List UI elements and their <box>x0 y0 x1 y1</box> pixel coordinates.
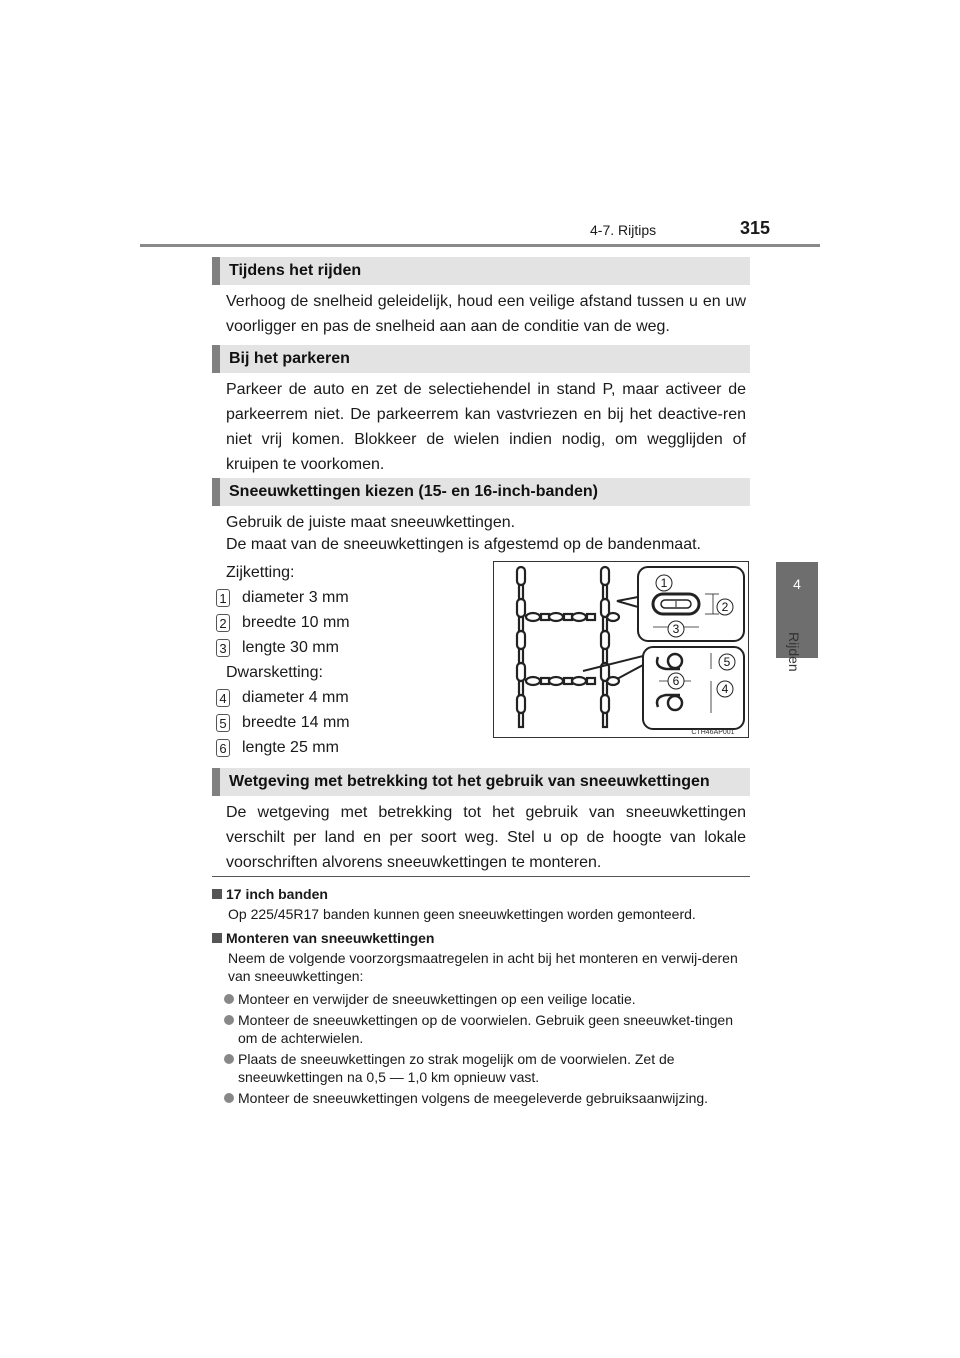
spec-number: 1 <box>216 589 230 607</box>
square-bullet-icon <box>212 889 222 899</box>
note-title-text: 17 inch banden <box>226 886 328 902</box>
bullet-icon <box>224 1093 234 1103</box>
callout-1: 1 <box>660 576 668 590</box>
spec-item <box>216 685 349 710</box>
bullet-icon <box>224 1015 234 1025</box>
chapter-tab-number: 4 <box>793 576 801 592</box>
chapter-tab-label: Rijden <box>786 632 802 672</box>
spec-text: breedte 10 mm <box>242 614 350 631</box>
callout-3: 3 <box>672 622 680 636</box>
note-title-text: Monteren van sneeuwkettingen <box>226 930 435 946</box>
spec-number: 3 <box>216 639 230 657</box>
callout-4: 4 <box>721 682 729 696</box>
section-heading-legislation: Wetgeving met betrekking tot het gebruik van sneeuwkettingen <box>212 768 750 796</box>
list-item-text: Monteer de sneeuwkettingen op de voorwielen. Gebruik geen sneeuwket-tingen om de achterwielen. <box>238 1012 733 1046</box>
section-text-driving: Verhoog de snelheid geleidelijk, houd een veilige afstand tussen u en uw voorligger en pas de snelheid aan aan de conditie van de weg. <box>226 293 746 335</box>
list-item-text: Monteer en verwijder de sneeuwkettingen op een veilige locatie. <box>238 991 636 1007</box>
cross-chain-label: Dwarsketting: <box>226 664 323 681</box>
spec-text: breedte 14 mm <box>242 714 350 731</box>
spec-item <box>216 710 350 735</box>
spec-text: lengte 30 mm <box>242 639 339 656</box>
note-text: Neem de volgende voorzorgsmaatregelen in acht bij het monteren en verwij-deren van sneeuwkettingen: <box>228 950 738 984</box>
callout-2: 2 <box>721 600 729 614</box>
section-text-parking: Parkeer de auto en zet de selectiehendel in stand P, maar activeer de parkeerrem niet. De parkeerrem kan vastvriezen en bij het deactive-ren niet vrij komen. Blokkeer de wielen indien nodig, om wegglijden of kruipen te voorkomen. <box>226 381 746 473</box>
note-text: Op 225/45R17 banden kunnen geen sneeuwkettingen worden gemonteerd. <box>228 906 696 922</box>
note-title <box>212 886 328 902</box>
header-rule <box>140 244 820 247</box>
spec-text: lengte 25 mm <box>242 739 339 756</box>
chains-line-1: Gebruik de juiste maat sneeuwkettingen. <box>226 514 516 531</box>
section-heading-parking: Bij het parkeren <box>212 345 750 373</box>
snow-chain-illustration <box>493 561 749 738</box>
list-item <box>224 990 750 1008</box>
spec-number: 2 <box>216 614 230 632</box>
figure-code: CTH46AP001 <box>691 729 735 736</box>
page-number: 315 <box>740 218 771 238</box>
spec-text: diameter 3 mm <box>242 589 349 606</box>
square-bullet-icon <box>212 933 222 943</box>
callout-6: 6 <box>672 674 680 688</box>
section-heading-chains: Sneeuwkettingen kiezen (15- en 16-inch-banden) <box>212 478 750 506</box>
note-title <box>212 930 434 946</box>
list-item-text: Plaats de sneeuwkettingen zo strak mogelijk om de voorwielen. Zet de sneeuwkettingen na 0,5 — 1,0 km opnieuw vast. <box>238 1051 675 1085</box>
spec-number: 6 <box>216 739 230 757</box>
chains-line-2: De maat van de sneeuwkettingen is afgestemd op de bandenmaat. <box>226 536 701 553</box>
section-text-legislation: De wetgeving met betrekking tot het gebruik van sneeuwkettingen verschilt per land en per soort weg. Stel u op de hoogte van lokale voorschriften alvorens sneeuwkettingen te monteren. <box>226 804 746 871</box>
side-chain-label: Zijketting: <box>226 564 295 581</box>
spec-number: 5 <box>216 714 230 732</box>
list-item <box>224 1050 750 1086</box>
list-item <box>224 1011 750 1047</box>
list-item-text: Monteer de sneeuwkettingen volgens de meegeleverde gebruiksaanwijzing. <box>238 1090 709 1106</box>
spec-item <box>216 735 339 760</box>
spec-item <box>216 635 339 660</box>
bullet-icon <box>224 994 234 1004</box>
spec-text: diameter 4 mm <box>242 689 349 706</box>
spec-number: 4 <box>216 689 230 707</box>
bullet-icon <box>224 1054 234 1064</box>
spec-item <box>216 610 350 635</box>
divider <box>212 876 750 877</box>
section-breadcrumb: 4-7. Rijtips <box>590 222 657 238</box>
section-heading-driving: Tijdens het rijden <box>212 257 750 285</box>
spec-item <box>216 585 349 610</box>
callout-5: 5 <box>723 655 731 669</box>
list-item <box>224 1089 750 1107</box>
